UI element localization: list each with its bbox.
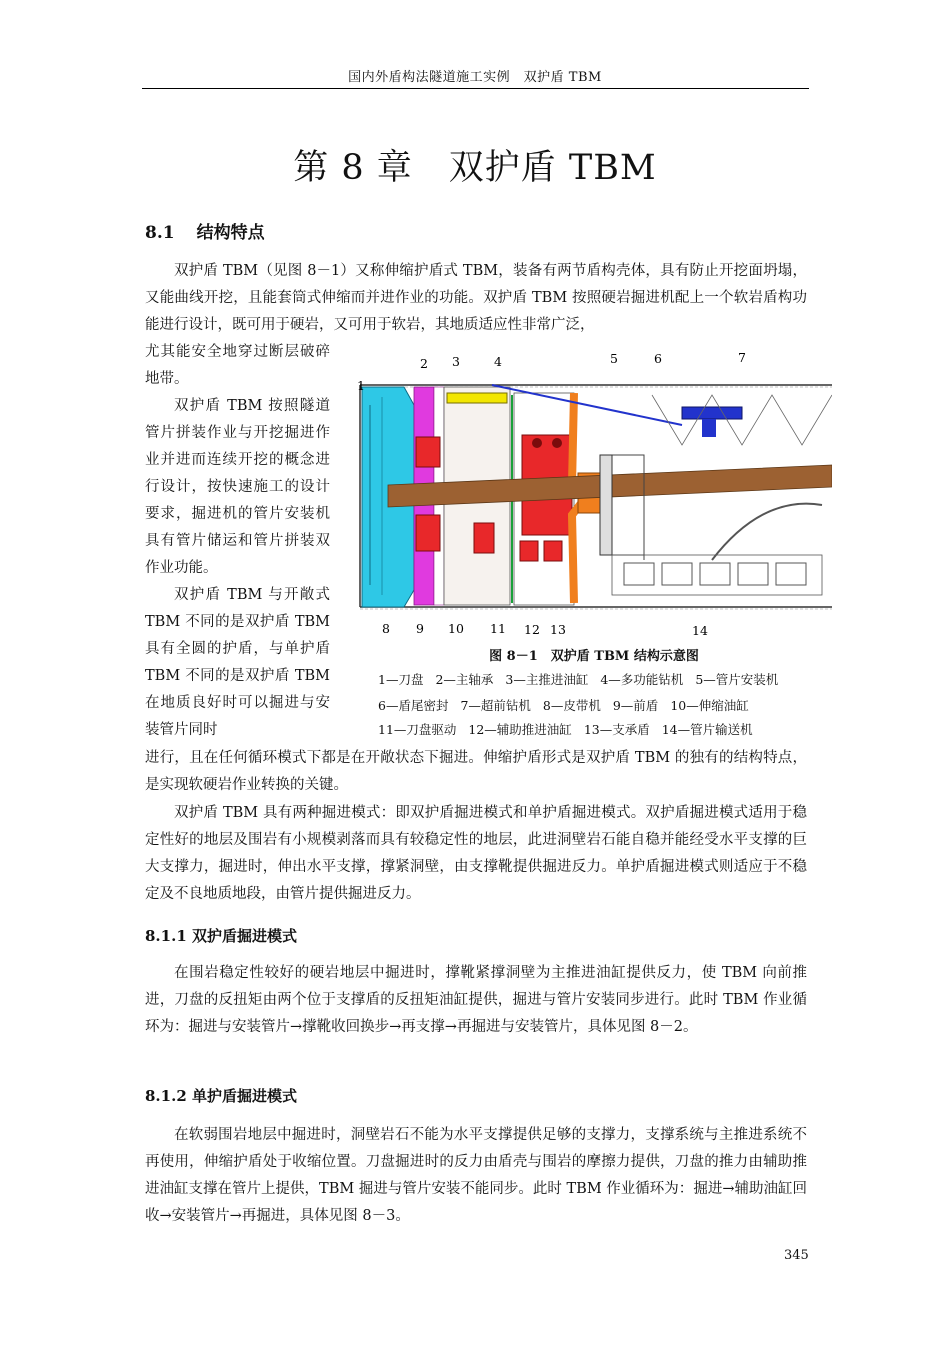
gantry-truss: [652, 395, 832, 445]
callout-13: 13: [550, 622, 566, 637]
advance-drill: [682, 407, 742, 419]
callout-9: 9: [416, 621, 424, 636]
legend-item: 13—支承盾: [583, 722, 650, 737]
callout-8: 8: [382, 621, 390, 636]
paragraph-intro: 双护盾 TBM（见图 8－1）又称伸缩护盾式 TBM，装备有两节盾构壳体，具有防止开挖面坍塌，又能曲线开挖，且能套筒式伸缩而并进作业的功能。双护盾 TBM 按照硬岩掘进机配上一个软岩盾构功能进行设计，既可用于硬岩，又可用于软岩，其地质适应性非常广泛，: [145, 263, 807, 333]
cutterhead-drive-2: [416, 515, 440, 551]
callout-7: 7: [738, 350, 746, 365]
paragraph-comparison: 双护盾 TBM 与开敞式 TBM 不同的是双护盾 TBM 具有全圆的护盾，与单护盾 TBM 不同的是双护盾 TBM 在地质良好时可以掘进与安装管片同时: [145, 587, 330, 738]
paragraph-double-shield-mode: 在围岩稳定性较好的硬岩地层中掘进时，撑靴紧撑洞壁为主推进油缸提供反力，使 TBM 向前推进，刀盘的反扭矩由两个位于支撑盾的反扭矩油缸提供，掘进与管片安装同步进行。此时 TBM 作业循环为：掘进与安装管片→撑靴收回换步→再支撑→再掘进与安装管片，具体见图 8－2。: [145, 965, 807, 1035]
legend-item: 1—刀盘: [378, 672, 424, 687]
paragraph-single-shield-mode: 在软弱围岩地层中掘进时，洞壁岩石不能为水平支撑提供足够的支撑力，支撑系统与主推进系统不再使用，伸缩护盾处于收缩位置。刀盘掘进时的反力由盾壳与围岩的摩擦力提供，刀盘的推力由辅助推进油缸支撑在管片上提供，TBM 掘进与管片安装不能同步。此时 TBM 作业循环为：掘进→辅助油缸回收→安装管片→再掘进，具体见图 8－3。: [145, 1127, 807, 1224]
figure-legend-row-3: [378, 720, 810, 738]
legend-item: 11—刀盘驱动: [378, 722, 457, 737]
tbm-structure-diagram: [352, 345, 832, 645]
multi-drill: [447, 393, 507, 403]
legend-item: 4—多功能钻机: [600, 672, 684, 687]
figure-legend-row-2: [378, 696, 810, 714]
legend-item: 2—主轴承: [435, 672, 494, 687]
section-heading-8-1-2: 8.1.2 单护盾掘进模式: [145, 1087, 297, 1105]
callout-11: 11: [490, 621, 506, 636]
wrapped-text-column: [145, 339, 330, 744]
cutterhead-drive-1: [416, 437, 440, 467]
section-heading-8-1-1: 8.1.1 双护盾掘进模式: [145, 927, 297, 945]
legend-item: 9—前盾: [612, 698, 659, 713]
callout-3: 3: [452, 354, 460, 369]
callout-6: 6: [654, 351, 662, 366]
segment-feeder: [612, 555, 822, 595]
header-rule: [142, 88, 809, 89]
legend-item: 12—辅助推进油缸: [468, 722, 572, 737]
callout-14: 14: [692, 623, 708, 638]
section-number: 8.1: [145, 223, 175, 243]
figure-caption: 图 8－1 双护盾 TBM 结构示意图: [489, 649, 699, 664]
telescopic-cylinder: [474, 523, 494, 553]
segment-arc: [712, 504, 822, 560]
callout-2: 2: [420, 356, 428, 371]
legend-item: 7—超前钻机: [460, 698, 531, 713]
legend-item: 5—管片安装机: [695, 672, 779, 687]
paragraph-modes: 双护盾 TBM 具有两种掘进模式：即双护盾掘进模式和单护盾掘进模式。双护盾掘进模式适用于稳定性好的地层及围岩有小规模剥落而具有较稳定性的地层，此进洞壁岩石能自稳并能经受水平支撑的巨大支撑力，掘进时，伸出水平支撑，撑紧洞壁，由支撑靴提供掘进反力。单护盾掘进模式则适应于不稳定及不良地质地段，由管片提供掘进反力。: [145, 805, 807, 902]
callout-1: 1: [357, 378, 365, 393]
callout-12: 12: [524, 622, 540, 637]
running-header: 国内外盾构法隧道施工实例 双护盾 TBM: [348, 70, 602, 85]
page-number: 345: [784, 1248, 809, 1263]
legend-item: 8—皮带机: [542, 698, 601, 713]
chapter-title: 第 8 章 双护盾 TBM: [293, 148, 657, 188]
figure-legend-row-1: [378, 670, 810, 688]
paragraph-comparison-end: 进行，且在任何循环模式下都是在开敞状态下掘进。伸缩护盾形式是双护盾 TBM 的独有的结构特点，是实现软硬岩作业转换的关键。: [145, 750, 807, 793]
section-title: 结构特点: [196, 223, 265, 243]
callout-5: 5: [610, 351, 618, 366]
legend-item: 3—主推进油缸: [505, 672, 589, 687]
paragraph-intro-end: 尤其能安全地穿过断层破碎地带。: [145, 344, 330, 387]
section-heading-8-1: [145, 218, 265, 243]
paragraph-design-concept: 双护盾 TBM 按照隧道管片拼装作业与开挖掘进作业并进而连续开挖的概念进行设计，按快速施工的设计要求，掘进机的管片安装机具有管片储运和管片拼装双作业功能。: [145, 398, 330, 576]
legend-item: 6—盾尾密封: [378, 698, 449, 713]
callout-4: 4: [494, 354, 502, 369]
legend-item: 14—管片输送机: [661, 722, 753, 737]
legend-item: 10—伸缩油缸: [670, 698, 749, 713]
callout-10: 10: [448, 621, 464, 636]
